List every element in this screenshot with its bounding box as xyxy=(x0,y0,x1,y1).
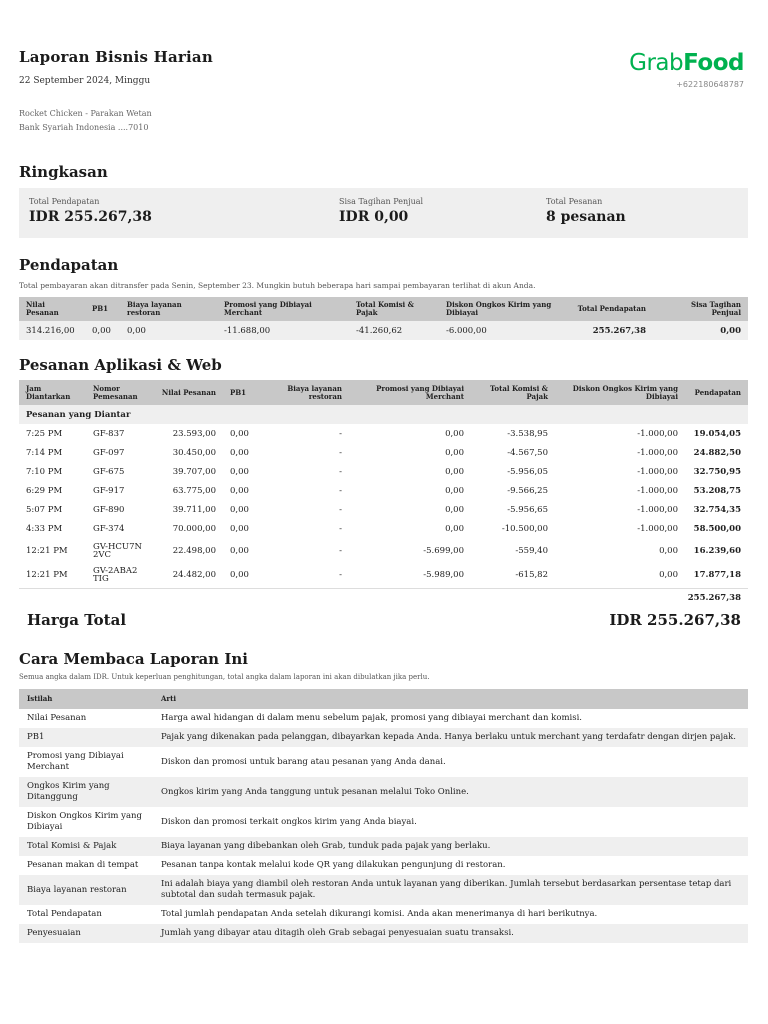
orders-table xyxy=(19,380,748,607)
order-cell: -10.500,00 xyxy=(501,523,548,534)
order-cell: GF-890 xyxy=(93,504,125,515)
cell: -11.688,00 xyxy=(217,321,349,340)
col-header: Total Komisi & Pajak xyxy=(471,380,555,405)
glossary-row xyxy=(19,777,748,807)
order-cell: - xyxy=(339,485,342,496)
cell: 255.267,38 xyxy=(563,321,653,340)
order-cell: 0,00 xyxy=(659,570,678,581)
order-cell: 22.498,00 xyxy=(172,545,216,556)
order-cell: 0,00 xyxy=(230,504,249,515)
summary-total-orders xyxy=(546,197,626,225)
income-data-row xyxy=(19,321,748,340)
order-cell: - xyxy=(339,447,342,458)
glossary-row xyxy=(19,709,748,728)
order-row xyxy=(19,424,748,443)
order-rows xyxy=(19,424,748,588)
col-header: PB1 xyxy=(85,297,120,321)
summary-label: Total Pesanan xyxy=(546,197,603,206)
order-cell: -5.989,00 xyxy=(423,570,464,581)
order-cell: 16.239,60 xyxy=(693,545,741,556)
order-cell: 24.482,00 xyxy=(172,570,216,581)
glossary-term: Total Pendapatan xyxy=(27,909,102,919)
glossary-row xyxy=(19,807,748,837)
col-header: Biaya layanan restoran xyxy=(120,297,217,321)
cell: 0,00 xyxy=(120,321,217,340)
order-cell: GF-374 xyxy=(93,523,125,534)
order-cell: -1.000,00 xyxy=(637,523,678,534)
order-cell: -1.000,00 xyxy=(637,485,678,496)
order-cell: GF-917 xyxy=(93,485,125,496)
col-header: PB1 xyxy=(223,380,265,405)
order-cell: 4:33 PM xyxy=(26,523,63,534)
report-title: Laporan Bisnis Harian xyxy=(19,48,213,66)
glossary-table xyxy=(19,689,748,943)
order-row xyxy=(19,500,748,519)
order-cell: - xyxy=(339,545,342,556)
order-cell: -5.699,00 xyxy=(423,545,464,556)
order-cell: 0,00 xyxy=(659,545,678,556)
glossary-term: PB1 xyxy=(19,728,153,747)
order-cell: 39.711,00 xyxy=(172,504,216,515)
order-cell: -1.000,00 xyxy=(637,504,678,515)
order-cell: GV-2ABA2TIG xyxy=(93,566,138,585)
order-cell: 0,00 xyxy=(230,545,249,556)
order-cell: GF-097 xyxy=(93,447,125,458)
phone-number: +622180648787 xyxy=(676,80,744,89)
order-cell: 32.754,35 xyxy=(693,504,741,515)
order-cell: 0,00 xyxy=(445,523,464,534)
order-cell: -5.956,05 xyxy=(507,466,548,477)
order-cell: 23.593,00 xyxy=(172,428,216,439)
order-row xyxy=(19,443,748,462)
order-cell: 7:10 PM xyxy=(26,466,63,477)
col-header: Jam Diantarkan xyxy=(19,380,86,405)
glossary-definition: Pajak yang dikenakan pada pelanggan, dibayarkan kepada Anda. Hanya berlaku untuk merchant yang terdafatr dengan dirjen pajak. xyxy=(153,728,748,747)
glossary-row xyxy=(19,747,748,777)
glossary-definition: Diskon dan promosi untuk barang atau pesanan yang Anda danai. xyxy=(161,756,446,767)
summary-label: Sisa Tagihan Penjual xyxy=(339,197,424,206)
col-header: Diskon Ongkos Kirim yang Dibiayai xyxy=(555,380,685,405)
order-row xyxy=(19,563,748,588)
logo-grab-text: Grab xyxy=(629,50,684,76)
order-row xyxy=(19,481,748,500)
order-cell: - xyxy=(339,570,342,581)
order-cell: -1.000,00 xyxy=(637,428,678,439)
merchant-name: Rocket Chicken - Parakan Wetan xyxy=(19,109,152,118)
glossary-term: Promosi yang Dibiayai Merchant xyxy=(27,751,124,772)
glossary-definition: Biaya layanan yang dibebankan oleh Grab, tunduk pada pajak yang berlaku. xyxy=(153,837,748,856)
logo-food-text: Food xyxy=(683,50,744,76)
col-header: Nilai Pesanan xyxy=(19,297,85,321)
order-cell: 0,00 xyxy=(230,485,249,496)
order-cell: -5.956,65 xyxy=(507,504,548,515)
order-cell: 58.500,00 xyxy=(693,523,741,534)
order-cell: 12:21 PM xyxy=(26,570,68,581)
order-cell: GV-HCU7N2VC xyxy=(93,541,142,560)
glossary-definition: Diskon dan promosi terkait ongkos kirim yang Anda biayai. xyxy=(161,816,417,827)
order-cell: - xyxy=(339,523,342,534)
glossary-term: Ongkos Kirim yang Ditanggung xyxy=(19,777,153,807)
order-cell: GF-675 xyxy=(93,466,125,477)
order-cell: 19.054,05 xyxy=(693,428,741,439)
order-cell: - xyxy=(339,504,342,515)
bank-account: Bank Syariah Indonesia ....7010 xyxy=(19,123,149,132)
glossary-term: Penyesuaian xyxy=(19,924,153,943)
glossary-row xyxy=(19,924,748,943)
order-cell: 17.877,18 xyxy=(693,570,741,581)
summary-value: 8 pesanan xyxy=(546,209,626,225)
cell: -41.260,62 xyxy=(349,321,439,340)
order-cell: 0,00 xyxy=(230,466,249,477)
order-cell: 0,00 xyxy=(445,447,464,458)
glossary-row xyxy=(19,856,748,875)
income-table xyxy=(19,297,748,340)
summary-box xyxy=(19,188,748,238)
order-group-row xyxy=(19,405,748,424)
order-cell: 24.882,50 xyxy=(693,447,741,458)
order-cell: -1.000,00 xyxy=(637,447,678,458)
order-cell: 0,00 xyxy=(445,485,464,496)
col-header: Promosi yang Dibiayai Merchant xyxy=(217,297,349,321)
glossary-definition: Ini adalah biaya yang diambil oleh restoran Anda untuk layanan yang diberikan. Jumlah tersebut berdasarkan persentase tetap dari subtotal dan sudah termasuk pajak. xyxy=(153,875,748,905)
glossary-definition: Ongkos kirim yang Anda tanggung untuk pesanan melalui Toko Online. xyxy=(153,777,748,807)
order-group-label: Pesanan yang Diantar xyxy=(19,405,748,424)
order-cell: 30.450,00 xyxy=(172,447,216,458)
order-cell: 0,00 xyxy=(230,570,249,581)
glossary-row xyxy=(19,728,748,747)
glossary-term: Pesanan makan di tempat xyxy=(27,860,139,870)
order-cell: -615,82 xyxy=(515,570,548,581)
glossary-definition: Total jumlah pendapatan Anda setelah dikurangi komisi. Anda akan menerimanya di hari berikutnya. xyxy=(161,909,598,919)
cell: 0,00 xyxy=(85,321,120,340)
order-cell: 5:07 PM xyxy=(26,504,63,515)
order-cell: -4.567,50 xyxy=(507,447,548,458)
order-row xyxy=(19,519,748,538)
order-cell: - xyxy=(339,466,342,477)
col-header: Total Komisi & Pajak xyxy=(349,297,439,321)
income-note: Total pembayaran akan ditransfer pada Senin, September 23. Mungkin butuh beberapa hari sampai pembayaran terlihat di akun Anda. xyxy=(19,281,536,290)
glossary-term: Nilai Pesanan xyxy=(27,713,87,723)
glossary-title: Cara Membaca Laporan Ini xyxy=(19,650,248,668)
order-cell: -1.000,00 xyxy=(637,466,678,477)
order-cell: - xyxy=(339,428,342,439)
order-cell: 53.208,75 xyxy=(693,485,741,496)
glossary-term: Diskon Ongkos Kirim yang Dibiayai xyxy=(27,811,142,832)
glossary-definition: Harga awal hidangan di dalam menu sebelum pajak, promosi yang dibiayai merchant dan komisi. xyxy=(161,713,582,723)
grand-total-value: IDR 255.267,38 xyxy=(609,611,741,629)
glossary-definition: Jumlah yang dibayar atau ditagih oleh Grab sebagai penyesuaian suatu transaksi. xyxy=(153,924,748,943)
order-cell: 0,00 xyxy=(230,447,249,458)
order-cell: 6:29 PM xyxy=(26,485,63,496)
order-cell: 0,00 xyxy=(230,428,249,439)
summary-value: IDR 0,00 xyxy=(339,209,409,225)
glossary-rows xyxy=(19,709,748,943)
orders-header-row xyxy=(19,380,748,405)
col-header: Biaya layanan restoran xyxy=(265,380,349,405)
order-cell: 39.707,00 xyxy=(172,466,216,477)
cell: 0,00 xyxy=(653,321,748,340)
summary-label: Total Pendapatan xyxy=(29,197,100,206)
glossary-note: Semua angka dalam IDR. Untuk keperluan penghitungan, total angka dalam laporan ini akan dibulatkan jika perlu. xyxy=(19,673,430,681)
summary-title: Ringkasan xyxy=(19,163,108,181)
glossary-row xyxy=(19,905,748,924)
order-cell: 0,00 xyxy=(230,523,249,534)
glossary-term: Biaya layanan restoran xyxy=(19,875,153,905)
cell: 314.216,00 xyxy=(19,321,85,340)
glossary-row xyxy=(19,837,748,856)
glossary-header-row xyxy=(19,689,748,709)
orders-subtotal-row xyxy=(19,588,748,607)
order-cell: 7:25 PM xyxy=(26,428,63,439)
glossary-definition: Pesanan tanpa kontak melalui kode QR yang dilakukan pengunjung di restoran. xyxy=(161,860,506,870)
order-cell: GF-837 xyxy=(93,428,125,439)
grand-total-label: Harga Total xyxy=(27,611,127,629)
glossary-row xyxy=(19,875,748,905)
order-cell: 70.000,00 xyxy=(172,523,216,534)
col-header: Pendapatan xyxy=(685,380,748,405)
order-cell: 12:21 PM xyxy=(26,545,68,556)
cell: -6.000,00 xyxy=(439,321,563,340)
income-title: Pendapatan xyxy=(19,256,119,274)
col-header: Nilai Pesanan xyxy=(150,380,223,405)
order-row xyxy=(19,462,748,481)
glossary-term: Total Komisi & Pajak xyxy=(19,837,153,856)
income-header-row xyxy=(19,297,748,321)
col-header: Istilah xyxy=(19,689,153,709)
col-header: Sisa Tagihan Penjual xyxy=(653,297,748,321)
order-cell: 0,00 xyxy=(445,428,464,439)
orders-subtotal: 255.267,38 xyxy=(19,588,748,607)
col-header: Nomor Pemesanan xyxy=(86,380,150,405)
order-cell: -9.566,25 xyxy=(507,485,548,496)
orders-title: Pesanan Aplikasi & Web xyxy=(19,356,222,374)
report-date: 22 September 2024, Minggu xyxy=(19,76,151,86)
summary-remaining-bill xyxy=(339,197,423,225)
order-cell: 63.775,00 xyxy=(172,485,216,496)
order-cell: 0,00 xyxy=(445,504,464,515)
col-header: Diskon Ongkos Kirim yang Dibiayai xyxy=(439,297,563,321)
order-row xyxy=(19,538,748,563)
order-cell: 0,00 xyxy=(445,466,464,477)
col-header: Arti xyxy=(153,689,748,709)
order-cell: 32.750,95 xyxy=(693,466,741,477)
order-cell: -3.538,95 xyxy=(507,428,548,439)
grabfood-logo xyxy=(629,48,744,78)
summary-value: IDR 255.267,38 xyxy=(29,209,152,225)
col-header: Total Pendapatan xyxy=(563,297,653,321)
col-header: Promosi yang Dibiayai Merchant xyxy=(349,380,471,405)
order-cell: -559,40 xyxy=(515,545,548,556)
summary-total-income xyxy=(29,197,152,225)
order-cell: 7:14 PM xyxy=(26,447,63,458)
